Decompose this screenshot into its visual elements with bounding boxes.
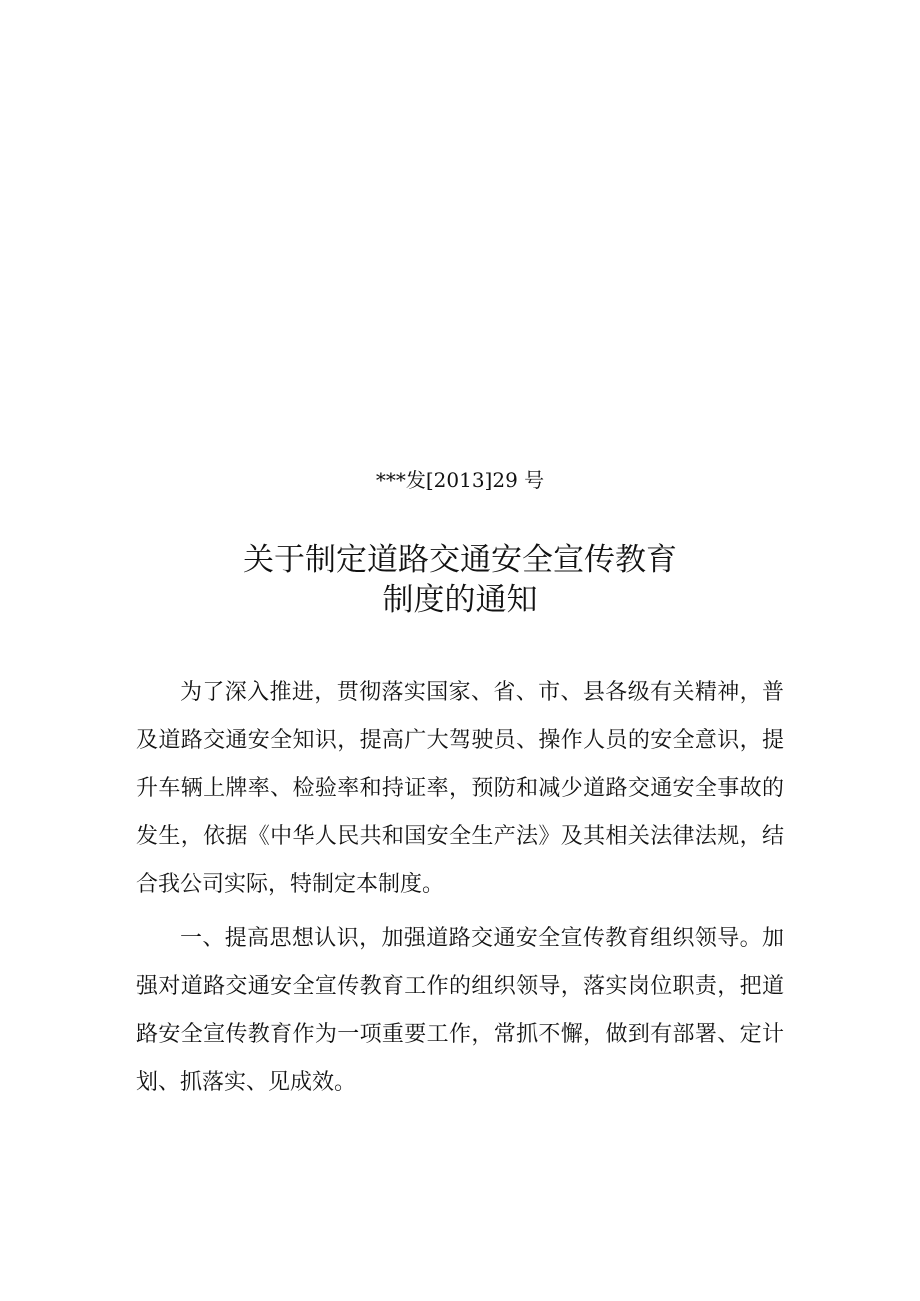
title-line-1: 关于制定道路交通安全宣传教育	[243, 542, 677, 578]
document-body	[136, 669, 784, 1113]
document-title	[0, 540, 920, 620]
title-line-2: 制度的通知	[382, 582, 538, 618]
document-number: ***发[2013]29 号	[375, 468, 545, 492]
body-paragraph-intro: 为了深入推进，贯彻落实国家、省、市、县各级有关精神，普及道路交通安全知识，提高广大驾驶员、操作人员的安全意识，提升车辆上牌率、检验率和持证率，预防和减少道路交通安全事故的发生，依据《中华人民共和国安全生产法》及其相关法律法规，结合我公司实际，特制定本制度。	[136, 680, 784, 897]
body-paragraph-section-1: 一、提高思想认识，加强道路交通安全宣传教育组织领导。加强对道路交通安全宣传教育工作的组织领导，落实岗位职责，把道路安全宣传教育作为一项重要工作，常抓不懈，做到有部署、定计划、抓落实、见成效。	[136, 926, 784, 1095]
